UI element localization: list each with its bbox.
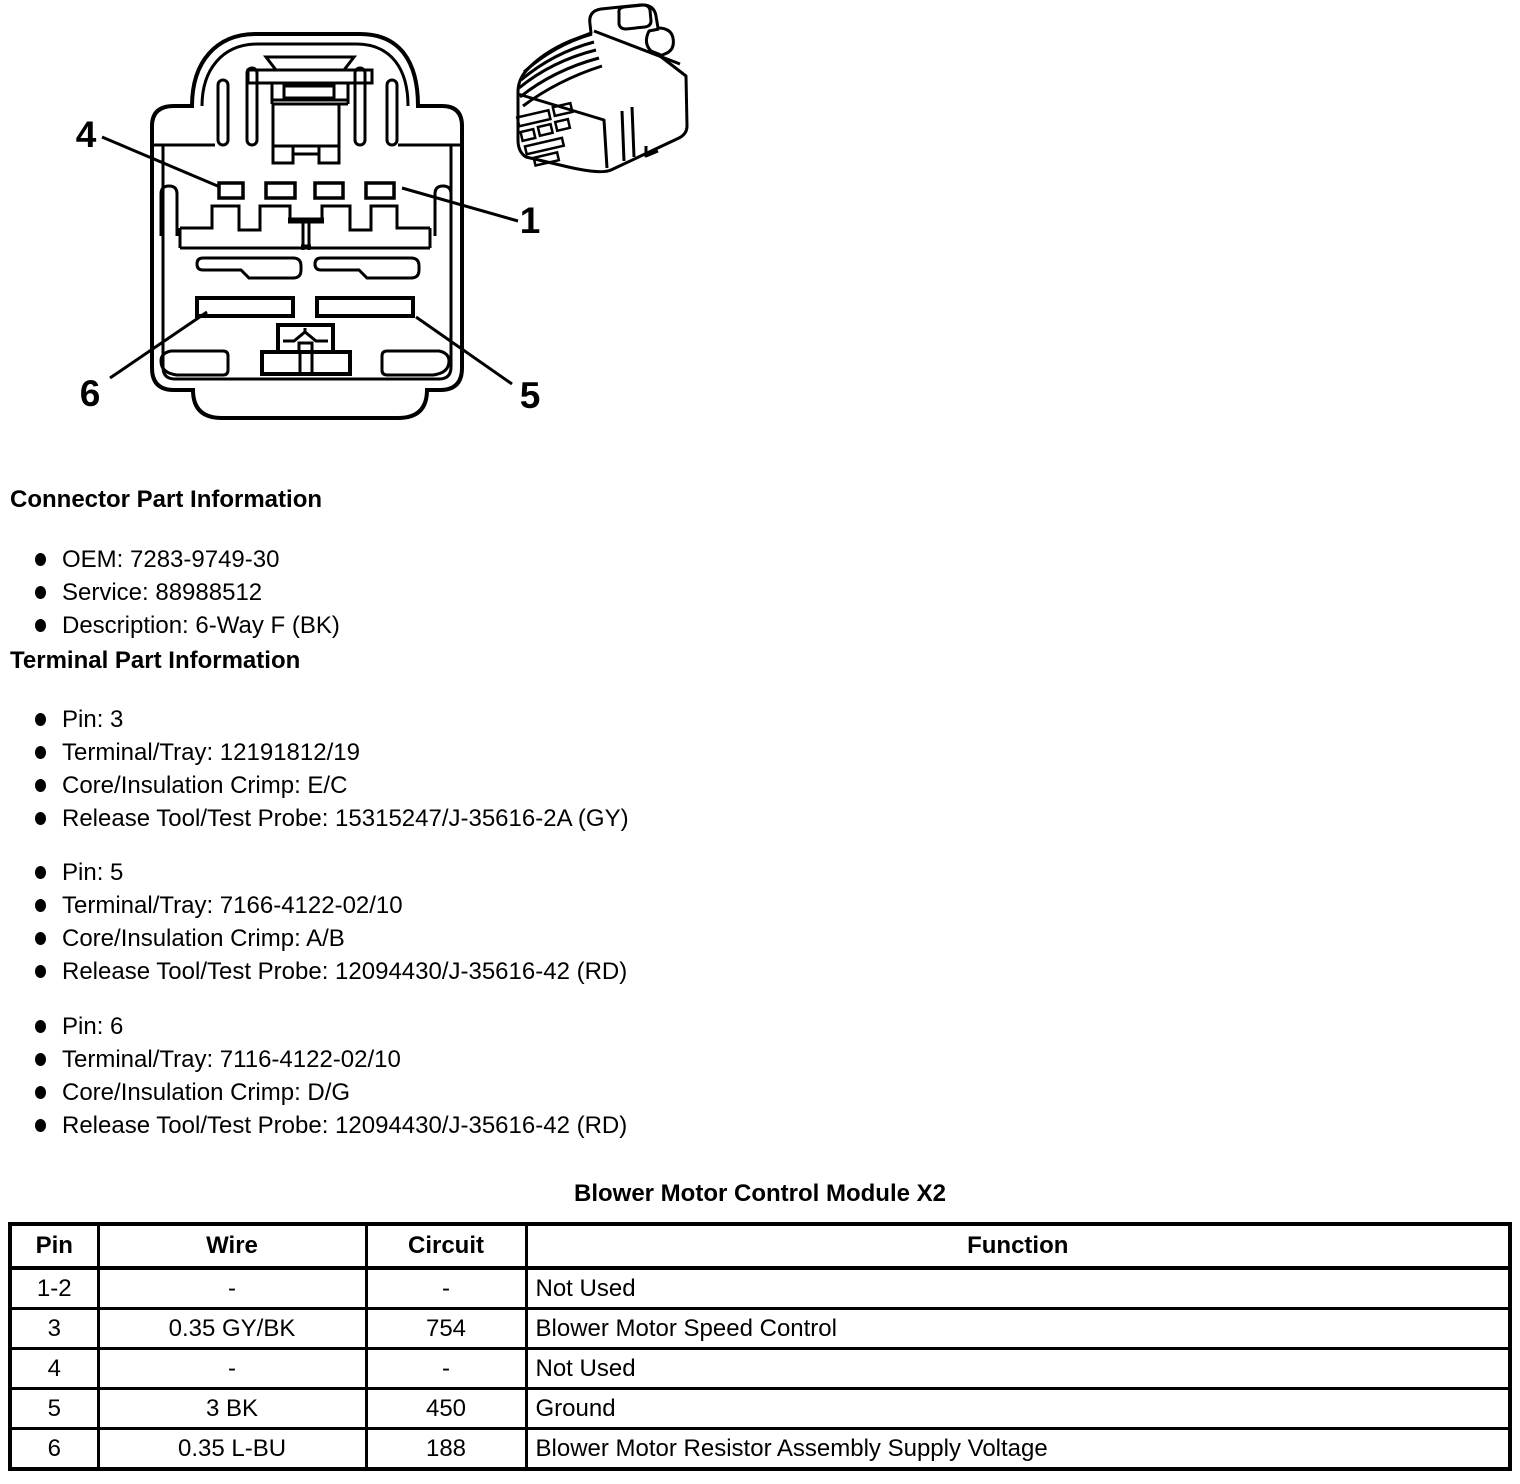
column-header-circuit: Circuit [366, 1224, 526, 1268]
bullet-item [10, 576, 340, 609]
pinout-table-title: Blower Motor Control Module X2 [574, 1180, 946, 1207]
bullet-item [10, 889, 627, 922]
bullet-item [10, 703, 629, 736]
terminal-pin5-list [10, 856, 627, 988]
terminal-pin6-list [10, 1010, 627, 1142]
cell-pin: 1-2 [10, 1268, 98, 1309]
bullet-text: Terminal/Tray: 7116-4122-02/10 [62, 1046, 401, 1073]
bullet-text: Release Tool/Test Probe: 12094430/J-35616-42 (RD) [62, 958, 628, 985]
cell-wire: - [98, 1268, 366, 1309]
pin-5-cavity [317, 298, 413, 316]
terminal-info-heading: Terminal Part Information [10, 647, 301, 674]
table-row [10, 1349, 1510, 1389]
bullet-text: Service: 88988512 [62, 579, 263, 606]
column-header-wire: Wire [98, 1224, 366, 1268]
cell-wire: - [98, 1349, 366, 1389]
bullet-item [10, 736, 629, 769]
cell-wire: 0.35 L-BU [98, 1429, 366, 1470]
bullet-item [10, 1109, 627, 1142]
bullet-item [10, 543, 340, 576]
cell-wire: 3 BK [98, 1389, 366, 1429]
connector-outline [152, 34, 462, 418]
connector-face-diagram [0, 0, 760, 470]
cell-function: Ground [526, 1389, 1510, 1429]
connector-3d-view [518, 5, 687, 172]
bullet-text: Description: 6-Way F (BK) [62, 612, 340, 639]
table-row [10, 1429, 1510, 1470]
bullet-item [10, 609, 340, 642]
cell-circuit: 754 [366, 1309, 526, 1349]
pinout-table [8, 1222, 1512, 1471]
bullet-text: Core/Insulation Crimp: A/B [62, 925, 345, 952]
connector-info-list [10, 543, 340, 642]
cell-pin: 3 [10, 1309, 98, 1349]
bullet-text: Terminal/Tray: 12191812/19 [62, 739, 360, 766]
bullet-text: Terminal/Tray: 7166-4122-02/10 [62, 892, 403, 919]
table-header-row [10, 1224, 1510, 1268]
table-row [10, 1389, 1510, 1429]
table-row [10, 1268, 1510, 1309]
bullet-item [10, 1010, 627, 1043]
bullet-text: Release Tool/Test Probe: 15315247/J-35616-2A (GY) [62, 805, 629, 832]
cell-function: Not Used [526, 1268, 1510, 1309]
column-header-pin: Pin [10, 1224, 98, 1268]
bullet-text: Pin: 5 [62, 859, 124, 886]
cell-pin: 4 [10, 1349, 98, 1389]
cell-circuit: 450 [366, 1389, 526, 1429]
cell-pin: 6 [10, 1429, 98, 1470]
cell-wire: 0.35 GY/BK [98, 1309, 366, 1349]
terminal-pin3-list [10, 703, 629, 835]
pin-6-cavity [197, 298, 293, 316]
cell-function: Blower Motor Resistor Assembly Supply Voltage [526, 1429, 1510, 1470]
pin-3-cavity [266, 183, 295, 198]
bullet-text: Release Tool/Test Probe: 12094430/J-35616-42 (RD) [62, 1112, 628, 1139]
callout-5: 5 [519, 375, 541, 416]
cell-circuit: - [366, 1349, 526, 1389]
bullet-text: OEM: 7283-9749-30 [62, 546, 280, 573]
bullet-item [10, 856, 627, 889]
table-row [10, 1309, 1510, 1349]
pin-4-cavity [219, 183, 243, 198]
bullet-item [10, 802, 629, 835]
pin-2-cavity [315, 183, 343, 198]
bullet-item [10, 1043, 627, 1076]
callout-4: 4 [75, 114, 97, 155]
keying-lower [262, 352, 350, 374]
cell-function: Blower Motor Speed Control [526, 1309, 1510, 1349]
callout-1: 1 [519, 200, 541, 241]
cell-function: Not Used [526, 1349, 1510, 1389]
cell-circuit: - [366, 1268, 526, 1309]
bullet-item [10, 955, 627, 988]
cell-pin: 5 [10, 1389, 98, 1429]
bullet-item [10, 922, 627, 955]
callout-6: 6 [79, 373, 101, 414]
bullet-text: Core/Insulation Crimp: D/G [62, 1079, 351, 1106]
column-header-function: Function [526, 1224, 1510, 1268]
bullet-text: Pin: 6 [62, 1013, 124, 1040]
bullet-text: Pin: 3 [62, 706, 124, 733]
bullet-item [10, 769, 629, 802]
cell-circuit: 188 [366, 1429, 526, 1470]
pin-1-cavity [366, 183, 394, 198]
connector-internal-detail [152, 44, 462, 379]
bullet-item [10, 1076, 627, 1109]
connector-info-heading: Connector Part Information [10, 486, 323, 513]
bullet-text: Core/Insulation Crimp: E/C [62, 772, 348, 799]
